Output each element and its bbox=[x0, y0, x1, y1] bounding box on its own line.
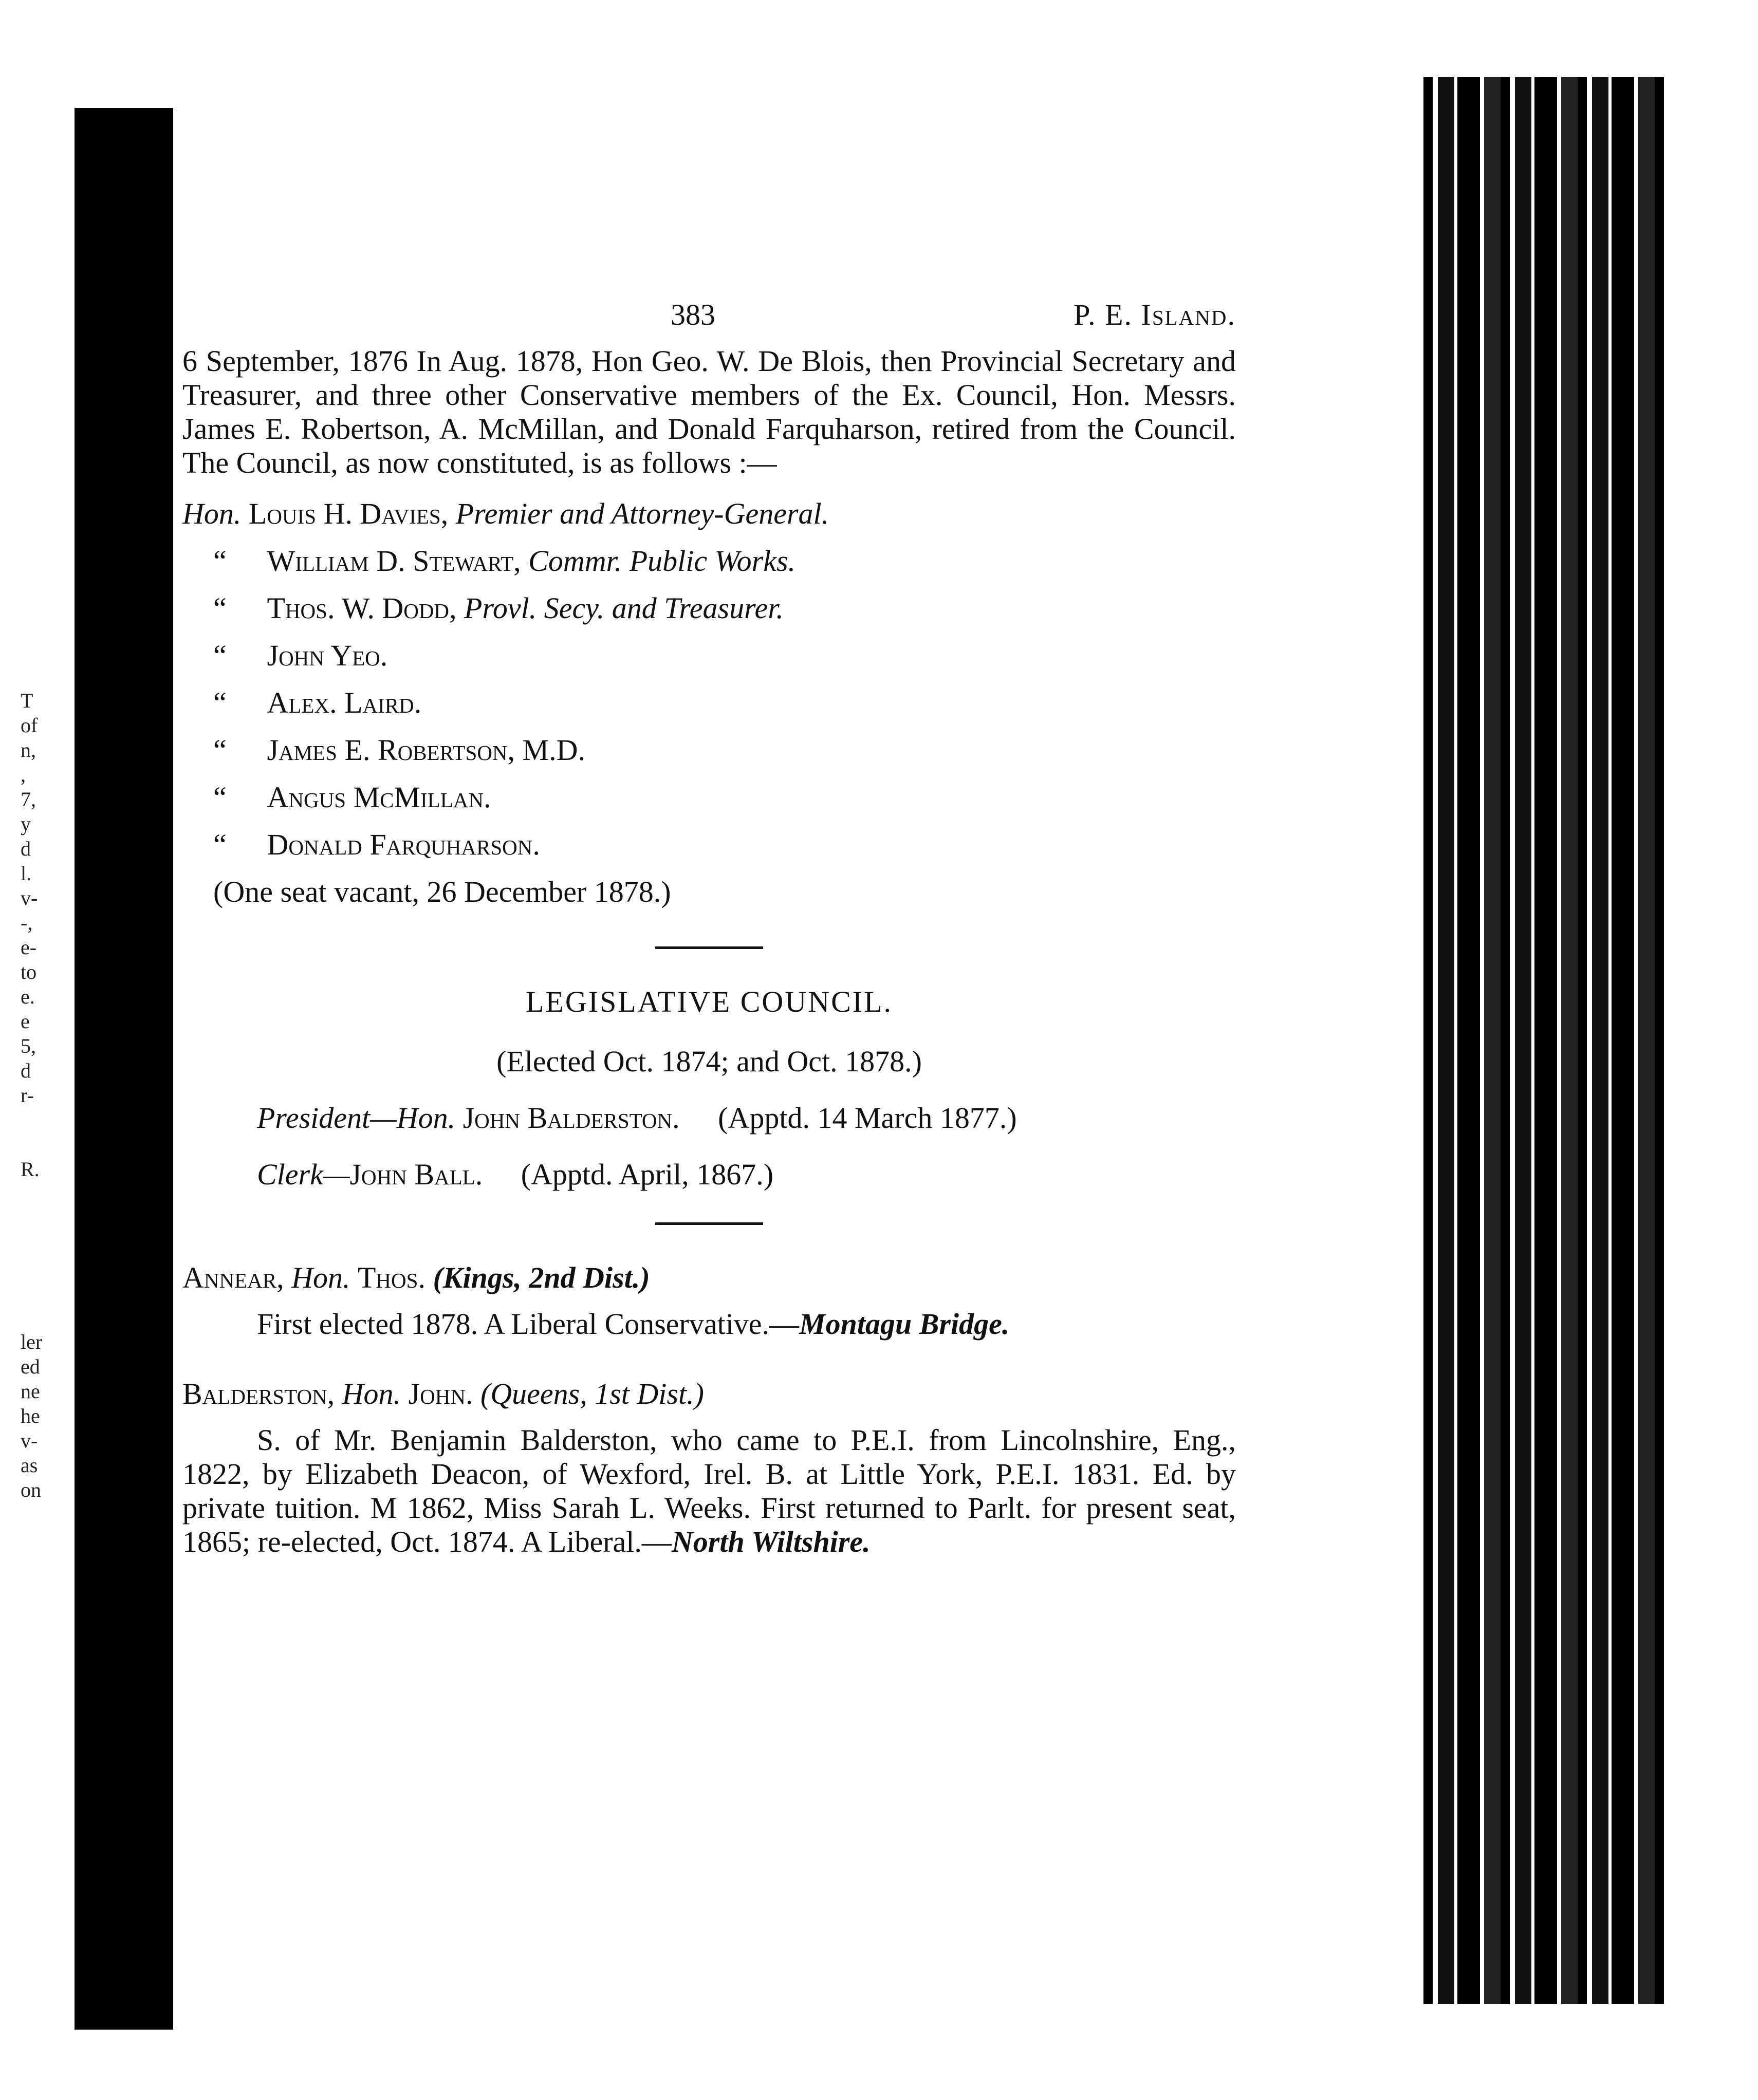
council-member bbox=[182, 537, 1236, 585]
member-surname: Balderston, bbox=[182, 1377, 335, 1410]
member-residence: North Wiltshire. bbox=[671, 1525, 871, 1558]
member-bio: S. of Mr. Benjamin Balderston, who came to P.E.I. from Lincolnshire, Eng., 1822, by Elizabeth Deacon, of Wexford, Irel. B. at Little York, P.E.I. 1831. Ed. by private tuition. M 1862, Miss Sarah L. Weeks. First returned to Parlt. for present seat, 1865; re-elected, Oct. 1874. A Liberal.— bbox=[182, 1423, 1236, 1558]
member-name: Angus McMillan. bbox=[267, 780, 491, 814]
margin-fragment: he bbox=[21, 1404, 40, 1427]
margin-fragment: as bbox=[21, 1454, 38, 1477]
council-member bbox=[182, 585, 1236, 632]
officer-label: Clerk— bbox=[257, 1158, 350, 1191]
margin-fragment: l. bbox=[21, 862, 32, 885]
member-residence: Montagu Bridge. bbox=[799, 1307, 1010, 1341]
margin-fragment: ler bbox=[21, 1330, 43, 1353]
section-divider bbox=[655, 946, 763, 949]
ditto-mark: “ bbox=[213, 544, 227, 578]
vacancy-note: (One seat vacant, 26 December 1878.) bbox=[213, 875, 671, 908]
binding-shadow bbox=[75, 108, 173, 2030]
margin-fragment: 7, bbox=[21, 788, 36, 811]
president-line bbox=[182, 1101, 1236, 1135]
officer-date: (Apptd. 14 March 1877.) bbox=[718, 1101, 1017, 1135]
clerk-line bbox=[182, 1158, 1236, 1192]
member-district: (Kings, 2nd Dist.) bbox=[433, 1261, 650, 1294]
member-name: Louis H. Davies, bbox=[248, 497, 449, 530]
ditto-mark: “ bbox=[213, 639, 227, 672]
member-district: (Queens, 1st Dist.) bbox=[480, 1377, 704, 1410]
executive-council-list bbox=[182, 490, 1236, 916]
member-given-name: John. bbox=[408, 1377, 473, 1410]
ditto-mark: “ bbox=[213, 591, 227, 625]
running-head: P. E. Island. bbox=[1074, 298, 1236, 331]
ditto-mark: “ bbox=[213, 780, 227, 814]
margin-fragment: of bbox=[21, 714, 38, 737]
margin-fragment: to bbox=[21, 960, 37, 983]
member-description bbox=[182, 1307, 1236, 1341]
member-office: Premier and Attorney-General. bbox=[455, 497, 829, 530]
section-title: LEGISLATIVE COUNCIL. bbox=[525, 985, 893, 1018]
member-title: Hon. bbox=[291, 1261, 350, 1294]
member-office: Commr. Public Works. bbox=[528, 544, 796, 578]
margin-fragment: v- bbox=[21, 886, 38, 909]
member-name: Thos. W. Dodd, bbox=[267, 591, 457, 625]
member-office: Provl. Secy. and Treasurer. bbox=[464, 591, 784, 625]
margin-fragment: e. bbox=[21, 985, 35, 1008]
margin-fragment: T bbox=[21, 689, 33, 712]
member-heading bbox=[182, 1377, 1236, 1411]
ditto-mark: “ bbox=[213, 686, 227, 719]
officer-date: (Apptd. April, 1867.) bbox=[521, 1158, 774, 1191]
council-member bbox=[182, 679, 1236, 727]
page-body bbox=[182, 288, 1236, 1589]
margin-fragment: d bbox=[21, 1059, 31, 1082]
margin-fragment: ne bbox=[21, 1380, 40, 1403]
council-member bbox=[182, 632, 1236, 679]
officer-name: John Balderston. bbox=[462, 1101, 680, 1135]
member-title: Hon. bbox=[342, 1377, 401, 1410]
section-subtitle: (Elected Oct. 1874; and Oct. 1878.) bbox=[496, 1045, 922, 1078]
council-member bbox=[182, 774, 1236, 821]
officer-label: President—Hon. bbox=[257, 1101, 456, 1135]
officer-name: John Ball. bbox=[349, 1158, 483, 1191]
member-name: Alex. Laird. bbox=[267, 686, 422, 719]
margin-fragment: R. bbox=[21, 1158, 40, 1181]
margin-fragment: y bbox=[21, 812, 31, 835]
margin-fragment: 5, bbox=[21, 1034, 36, 1057]
margin-fragment: r- bbox=[21, 1084, 34, 1107]
member-name: James E. Robertson, M.D. bbox=[267, 733, 586, 767]
member-name: William D. Stewart, bbox=[267, 544, 521, 578]
member-name: Donald Farquharson. bbox=[267, 828, 540, 861]
page-header bbox=[182, 288, 1236, 344]
intro-paragraph: 6 September, 1876 In Aug. 1878, Hon Geo. W. De Blois, then Provincial Secretary and Treasurer, and three other Conservative members of the Ex. Council, Hon. Messrs. James E. Robertson, A. McMillan, and Donald Farquharson, retired from the Council. The Council, as now constituted, is as follows :— bbox=[182, 344, 1236, 479]
ditto-mark: “ bbox=[213, 828, 227, 861]
margin-fragment: e bbox=[21, 1010, 30, 1033]
page-edge-shadow bbox=[1423, 77, 1665, 2004]
ditto-mark: “ bbox=[213, 733, 227, 767]
page-number: 383 bbox=[671, 298, 715, 331]
margin-fragment: , bbox=[21, 763, 26, 786]
member-given-name: Thos. bbox=[358, 1261, 425, 1294]
margin-fragment: e- bbox=[21, 936, 37, 959]
member-description bbox=[182, 1423, 1236, 1559]
margin-fragment: d bbox=[21, 837, 31, 860]
facing-page-fragments bbox=[21, 689, 82, 1502]
member-surname: Annear, bbox=[182, 1261, 284, 1294]
member-heading bbox=[182, 1261, 1236, 1295]
council-member bbox=[182, 490, 1236, 537]
member-name: John Yeo. bbox=[267, 639, 388, 672]
margin-fragment: -, bbox=[21, 911, 33, 934]
margin-fragment: n, bbox=[21, 738, 36, 761]
margin-fragment: on bbox=[21, 1478, 41, 1501]
member-bio: First elected 1878. A Liberal Conservative.— bbox=[257, 1307, 800, 1341]
council-member bbox=[182, 727, 1236, 774]
margin-fragment: v- bbox=[21, 1429, 38, 1452]
council-member bbox=[182, 821, 1236, 868]
margin-fragment: ed bbox=[21, 1355, 40, 1378]
section-divider bbox=[655, 1222, 763, 1225]
member-prefix: Hon. bbox=[182, 497, 242, 530]
